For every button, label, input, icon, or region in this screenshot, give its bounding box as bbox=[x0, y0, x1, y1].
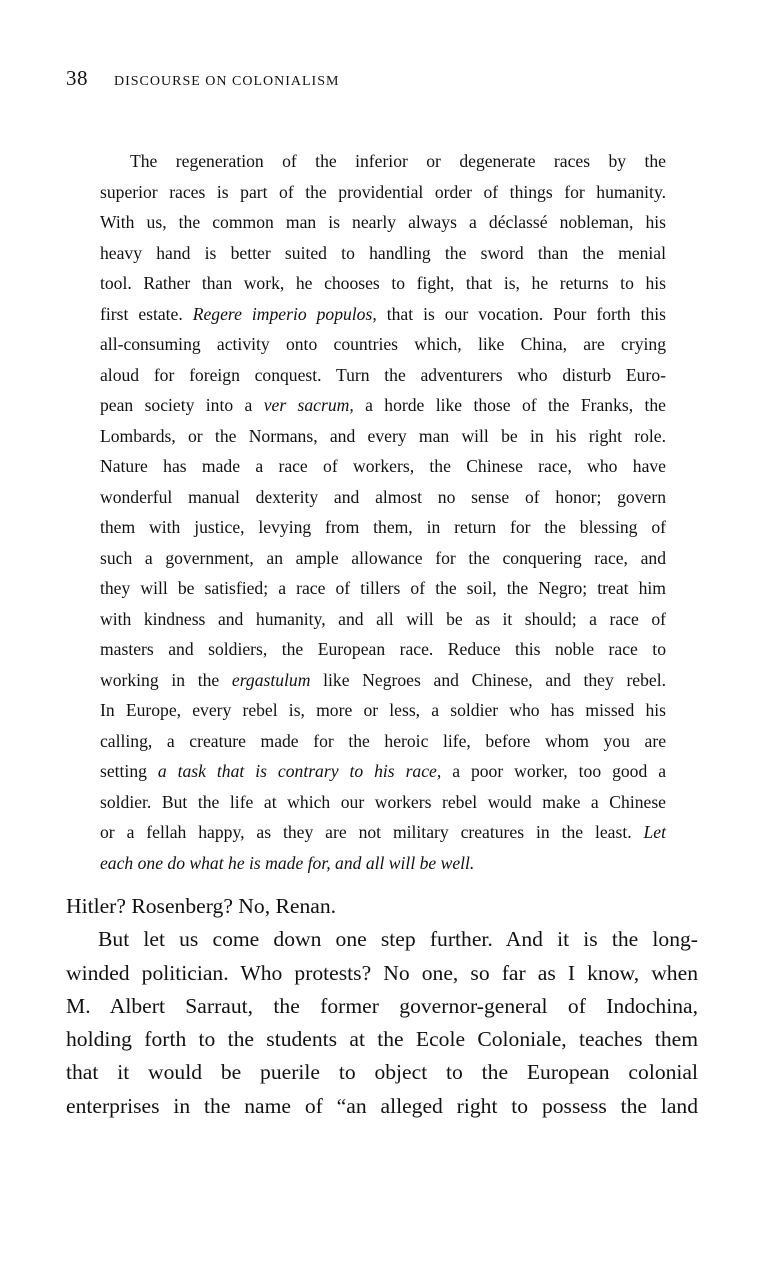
emphasis-phrase: a task that is contrary to his race, bbox=[157, 761, 442, 781]
quote-line: them with justice, levying from them, in return for the blessing of bbox=[100, 517, 666, 537]
body-line: holding forth to the students at the Ecole Coloniale, teaches them bbox=[66, 1027, 698, 1052]
quote-line: all-consuming activity onto countries which, like China, are crying bbox=[100, 334, 666, 354]
quote-line: aloud for foreign conquest. Turn the adventurers who disturb Euro- bbox=[100, 364, 666, 385]
body-line: enterprises in the name of “an alleged right to possess the land bbox=[66, 1093, 698, 1118]
quote-line: Lombards, or the Normans, and every man will be in his right role. bbox=[100, 425, 666, 446]
page-number: 38 bbox=[66, 66, 88, 90]
running-head: DISCOURSE ON COLONIALISM bbox=[114, 74, 340, 89]
quote-line: such a government, an ample allowance for the conquering race, and bbox=[100, 547, 666, 568]
emphasis-phrase: Let bbox=[643, 822, 666, 842]
quote-line: The regeneration of the inferior or degenerate races by the bbox=[130, 151, 666, 171]
quote-line: with kindness and humanity, and all will be as it should; a race of bbox=[100, 608, 666, 629]
quote-line: first estate. Regere imperio populos, that is our vocation. Pour forth this bbox=[100, 303, 666, 324]
emphasis-phrase: each one do what he is made for, and all will be well. bbox=[100, 852, 475, 873]
latin-phrase: Regere imperio populos, bbox=[192, 303, 377, 324]
latin-phrase: ergastulum bbox=[231, 669, 311, 690]
quote-line: In Europe, every rebel is, more or less, a soldier who has missed his bbox=[100, 700, 666, 720]
quote-line: tool. Rather than work, he chooses to fight, that is, he returns to his bbox=[100, 273, 666, 293]
quote-line: or a fellah happy, as they are not military creatures in the least. Let bbox=[100, 822, 666, 842]
body-line: Hitler? Rosenberg? No, Renan. bbox=[66, 894, 337, 918]
body-line: But let us come down one step further. And it is the long- bbox=[98, 927, 698, 952]
latin-phrase: ver sacrum, bbox=[263, 395, 354, 415]
quote-line: working in the ergastulum like Negroes and Chinese, and they rebel. bbox=[100, 669, 667, 690]
quote-line: wonderful manual dexterity and almost no sense of honor; govern bbox=[100, 486, 666, 507]
quote-line: superior races is part of the providential order of things for humanity. bbox=[100, 181, 666, 202]
quote-line: soldier. But the life at which our workers rebel would make a Chinese bbox=[100, 791, 666, 812]
quote-line: pean society into a ver sacrum, a horde like those of the Franks, the bbox=[100, 395, 666, 415]
quote-line: Nature has made a race of workers, the Chinese race, who have bbox=[100, 456, 666, 476]
quote-line: masters and soldiers, the European race. Reduce this noble race to bbox=[100, 639, 666, 659]
body-text bbox=[66, 890, 698, 1123]
quote-line bbox=[100, 848, 666, 879]
body-line: winded politician. Who protests? No one, so far as I know, when bbox=[66, 960, 698, 985]
quote-line: setting a task that is contrary to his race, a poor worker, too good a bbox=[100, 761, 667, 781]
quote-line: heavy hand is better suited to handling the sword than the menial bbox=[100, 242, 666, 263]
body-line: M. Albert Sarraut, the former governor-general of Indochina, bbox=[66, 993, 698, 1018]
page-header bbox=[66, 66, 339, 96]
body-line: that it would be puerile to object to the European colonial bbox=[66, 1060, 698, 1085]
quote-line: With us, the common man is nearly always a déclassé nobleman, his bbox=[100, 212, 666, 232]
quote-line: calling, a creature made for the heroic life, before whom you are bbox=[100, 730, 666, 751]
quote-line: they will be satisfied; a race of tillers of the soil, the Negro; treat him bbox=[100, 578, 666, 598]
block-quote bbox=[100, 146, 666, 878]
